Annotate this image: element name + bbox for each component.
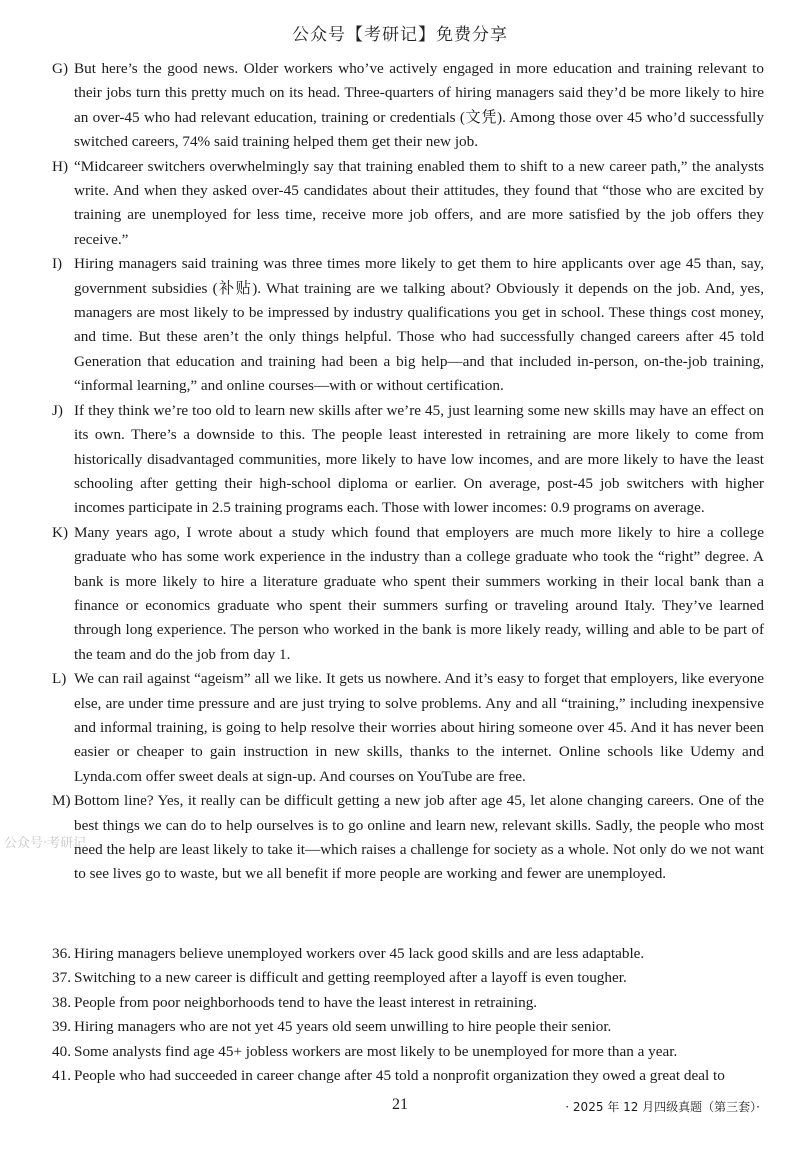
paragraph-text: Bottom line? Yes, it really can be difficult getting a new job after age 45, let alone changing careers. One of the best things we can do to help ourselves is to go online and learn new, relevant skills. Sadly, the people who most need the help are least likely to take it—which raises a challenge for society as a whole. Not only do we not want to see lives go to waste, but we all benefit if more people are working and fewer are unemployed.	[74, 792, 764, 883]
paragraph-text: “Midcareer switchers overwhelmingly say that training enabled them to shift to a new career path,” the analysts write. And when they asked over-45 candidates about their attitudes, they found that “those who are excited by training are unemployed for less time, receive more job offers, and are more satisfied by the job offers they receive.”	[74, 157, 764, 248]
paragraph-letter: J)	[52, 401, 63, 419]
question-text: Switching to a new career is difficult and getting reemployed after a layoff is even tougher.	[74, 969, 627, 987]
question-number: 39.	[52, 1018, 71, 1036]
paragraph-i	[52, 252, 764, 398]
paragraph-letter: K)	[52, 523, 69, 541]
question-text: Some analysts find age 45+ jobless workers are most likely to be unemployed for more than a year.	[74, 1042, 678, 1060]
question-item	[52, 1064, 764, 1088]
paragraph-text: We can rail against “ageism” all we like. It gets us nowhere. And it’s easy to forget that employers, like everyone else, are under time pressure and are just trying to solve problems. Any and all “training,” including inexpensive and informal training, is going to help resolve their worries about hiring someone over 45. And it has never been easier or cheaper to gain instruction in new skills, thanks to the internet. Online schools like Udemy and Lynda.com offer sweet deals at sign-up. And courses on YouTube are free.	[74, 670, 764, 785]
question-item	[52, 1015, 764, 1039]
question-text: People from poor neighborhoods tend to have the least interest in retraining.	[74, 993, 538, 1011]
paragraph-text: If they think we’re too old to learn new skills after we’re 45, just learning some new skills may have an effect on its own. There’s a downside to this. The people least interested in retraining are more likely to come from historically disadvantaged communities, more likely to have low incomes, and are more likely to have the least schooling after getting their high-school diploma or earlier. On average, post-45 job switchers with higher incomes participate in 2.5 training programs each. Those with lower incomes: 0.9 programs on average.	[74, 401, 764, 517]
paragraph-letter: L)	[52, 670, 67, 688]
paragraph-text: But here’s the good news. Older workers who’ve actively engaged in more education and training relevant to their jobs turn this pretty much on its head. Three-quarters of hiring managers said they’d be more likely to hire an over-45 who had relevant education, training or credentials (文凭). Among those over 45 who’d successfully switched careers, 74% said training helped them get their new job.	[74, 60, 764, 151]
question-text: Hiring managers believe unemployed workers over 45 lack good skills and are less adaptable.	[74, 945, 645, 962]
paragraph-text: Many years ago, I wrote about a study which found that employers are much more likely to hire a college graduate who has some work experience in the industry than a college graduate who took the “right” degree. A bank is more likely to hire a literature graduate who spent their summers working in their local bank than a finance or economics graduate who spent their summers surfing or traveling around Italy. They’ve learned through long experience. The person who worked in the bank is more likely ready, willing and able to be part of the team and do the job from day 1.	[74, 523, 764, 663]
question-item	[52, 991, 764, 1015]
question-number: 41.	[52, 1067, 71, 1085]
page-number: 21	[392, 1096, 408, 1113]
page-header: 公众号【考研记】免费分享	[292, 25, 508, 45]
watermark: 公众号·考研记	[4, 836, 87, 851]
paragraph-letter: M)	[52, 792, 71, 810]
reading-passage	[52, 57, 764, 887]
paragraph-h	[52, 155, 764, 253]
exam-label: · 2025 年 12 月四级真题（第三套）·	[565, 1100, 760, 1114]
question-number: 38.	[52, 993, 71, 1011]
paragraph-l	[52, 667, 764, 789]
question-list	[52, 942, 764, 1088]
question-number: 40.	[52, 1042, 71, 1060]
question-item	[52, 966, 764, 990]
paragraph-m	[52, 789, 764, 887]
paragraph-letter: H)	[52, 157, 69, 175]
question-item	[52, 942, 764, 966]
paragraph-j	[52, 399, 764, 521]
question-item	[52, 1040, 764, 1064]
paragraph-g	[52, 57, 764, 155]
paragraph-letter: G)	[52, 60, 69, 77]
paragraph-k	[52, 521, 764, 667]
question-number: 36.	[52, 945, 71, 962]
question-number: 37.	[52, 969, 71, 987]
question-text: Hiring managers who are not yet 45 years old seem unwilling to hire people their senior.	[74, 1018, 612, 1036]
paragraph-text: Hiring managers said training was three times more likely to get them to hire applicants over age 45 than, say, government subsidies (补贴). What training are we talking about? Obviously it depends on the job. And, yes, managers are most likely to be impressed by industry qualifications you get in school. These things cost money, and time. But these aren’t the only things helpful. Those who had successfully changed careers after 45 told Generation that education and training had been a big help—and that included in-person, on-the-job training, “informal learning,” and online courses—with or without certification.	[74, 255, 764, 395]
question-text: People who had succeeded in career change after 45 told a nonprofit organization they owed a great deal to	[74, 1067, 725, 1085]
paragraph-letter: I)	[52, 255, 63, 273]
